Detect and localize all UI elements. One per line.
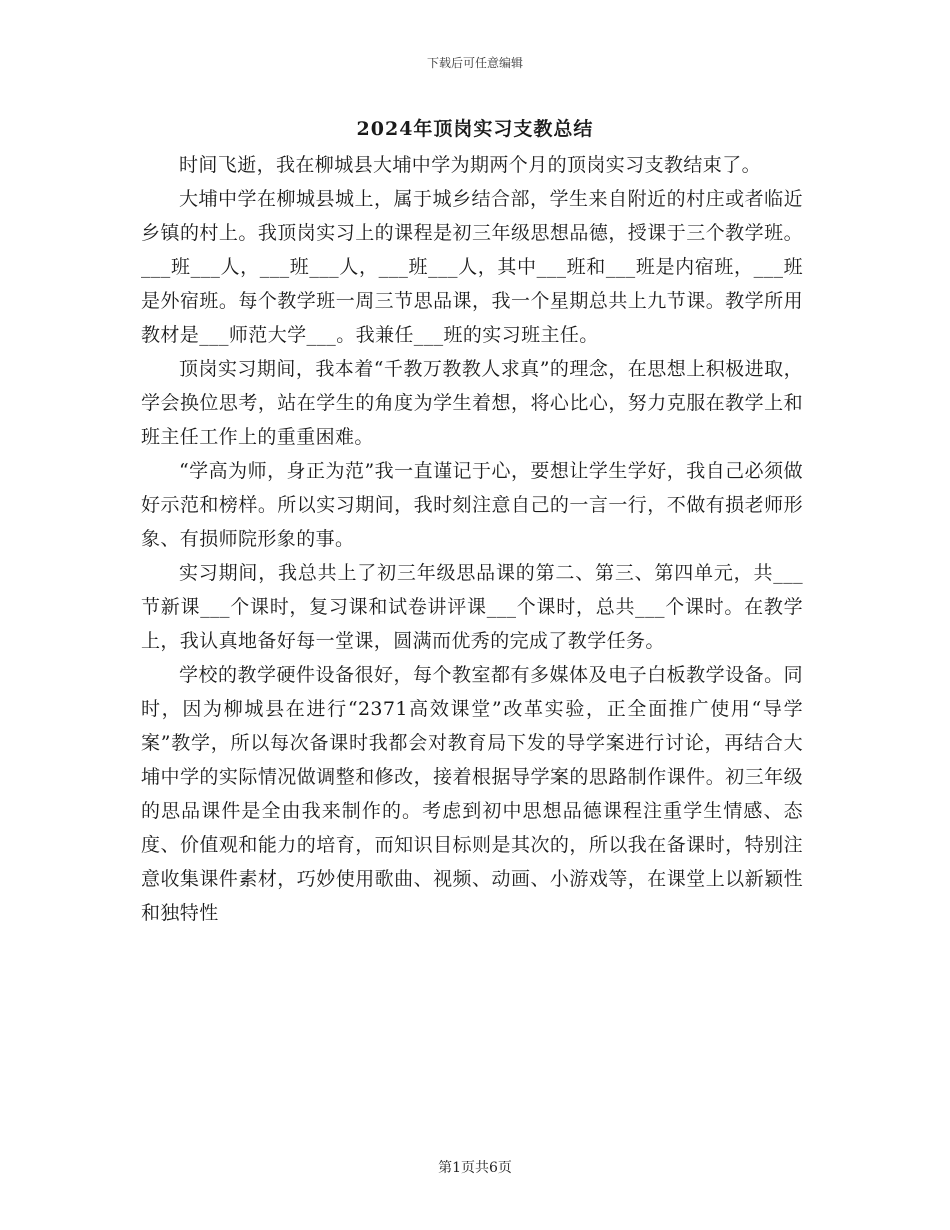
page-header-note: 下载后可任意编辑	[426, 56, 523, 70]
document-title: 2024年顶岗实习支教总结	[356, 118, 594, 140]
paragraph: 顶岗实习期间，我本着“千教万教教人求真”的理念，在思想上积极进取，学会换位思考，站在学生的角度为学生着想，将心比心，努力克服在教学上和班主任工作上的重重困难。	[141, 358, 803, 448]
paragraph: 时间飞逝，我在柳城县大埔中学为期两个月的顶岗实习支教结束了。	[179, 154, 762, 176]
page-number: 第1页共6页	[438, 1160, 512, 1176]
document-body	[141, 148, 803, 930]
paragraph: “学高为师，身正为范”我一直谨记于心，要想让学生学好，我自己必须做好示范和榜样。所以实习期间，我时刻注意自己的一言一行，不做有损老师形象、有损师院形象的事。	[141, 460, 803, 550]
paragraph: 大埔中学在柳城县城上，属于城乡结合部，学生来自附近的村庄或者临近乡镇的村上。我顶岗实习上的课程是初三年级思想品德，授课于三个教学班。___班___人，___班___人，___班___人，其中___班和___班是内宿班，___班是外宿班。每个教学班一周三节思品课，我一个星期总共上九节课。教学所用教材是___师范大学___。我兼任___班的实习班主任。	[141, 188, 803, 346]
paragraph: 学校的教学硬件设备很好，每个教室都有多媒体及电子白板教学设备。同时，因为柳城县在进行“2371高效课堂”改革实验，正全面推广使用“导学案”教学，所以每次备课时我都会对教育局下发的导学案进行讨论，再结合大埔中学的实际情况做调整和修改，接着根据导学案的思路制作课件。初三年级的思品课件是全由我来制作的。考虑到初中思想品德课程注重学生情感、态度、价值观和能力的培育，而知识目标则是其次的，所以我在备课时，特别注意收集课件素材，巧妙使用歌曲、视频、动画、小游戏等，在课堂上以新颖性和独特性	[141, 664, 803, 924]
paragraph: 实习期间，我总共上了初三年级思品课的第二、第三、第四单元，共___节新课___个课时，复习课和试卷讲评课___个课时，总共___个课时。在教学上，我认真地备好每一堂课，圆满而优秀的完成了教学任务。	[141, 562, 803, 652]
